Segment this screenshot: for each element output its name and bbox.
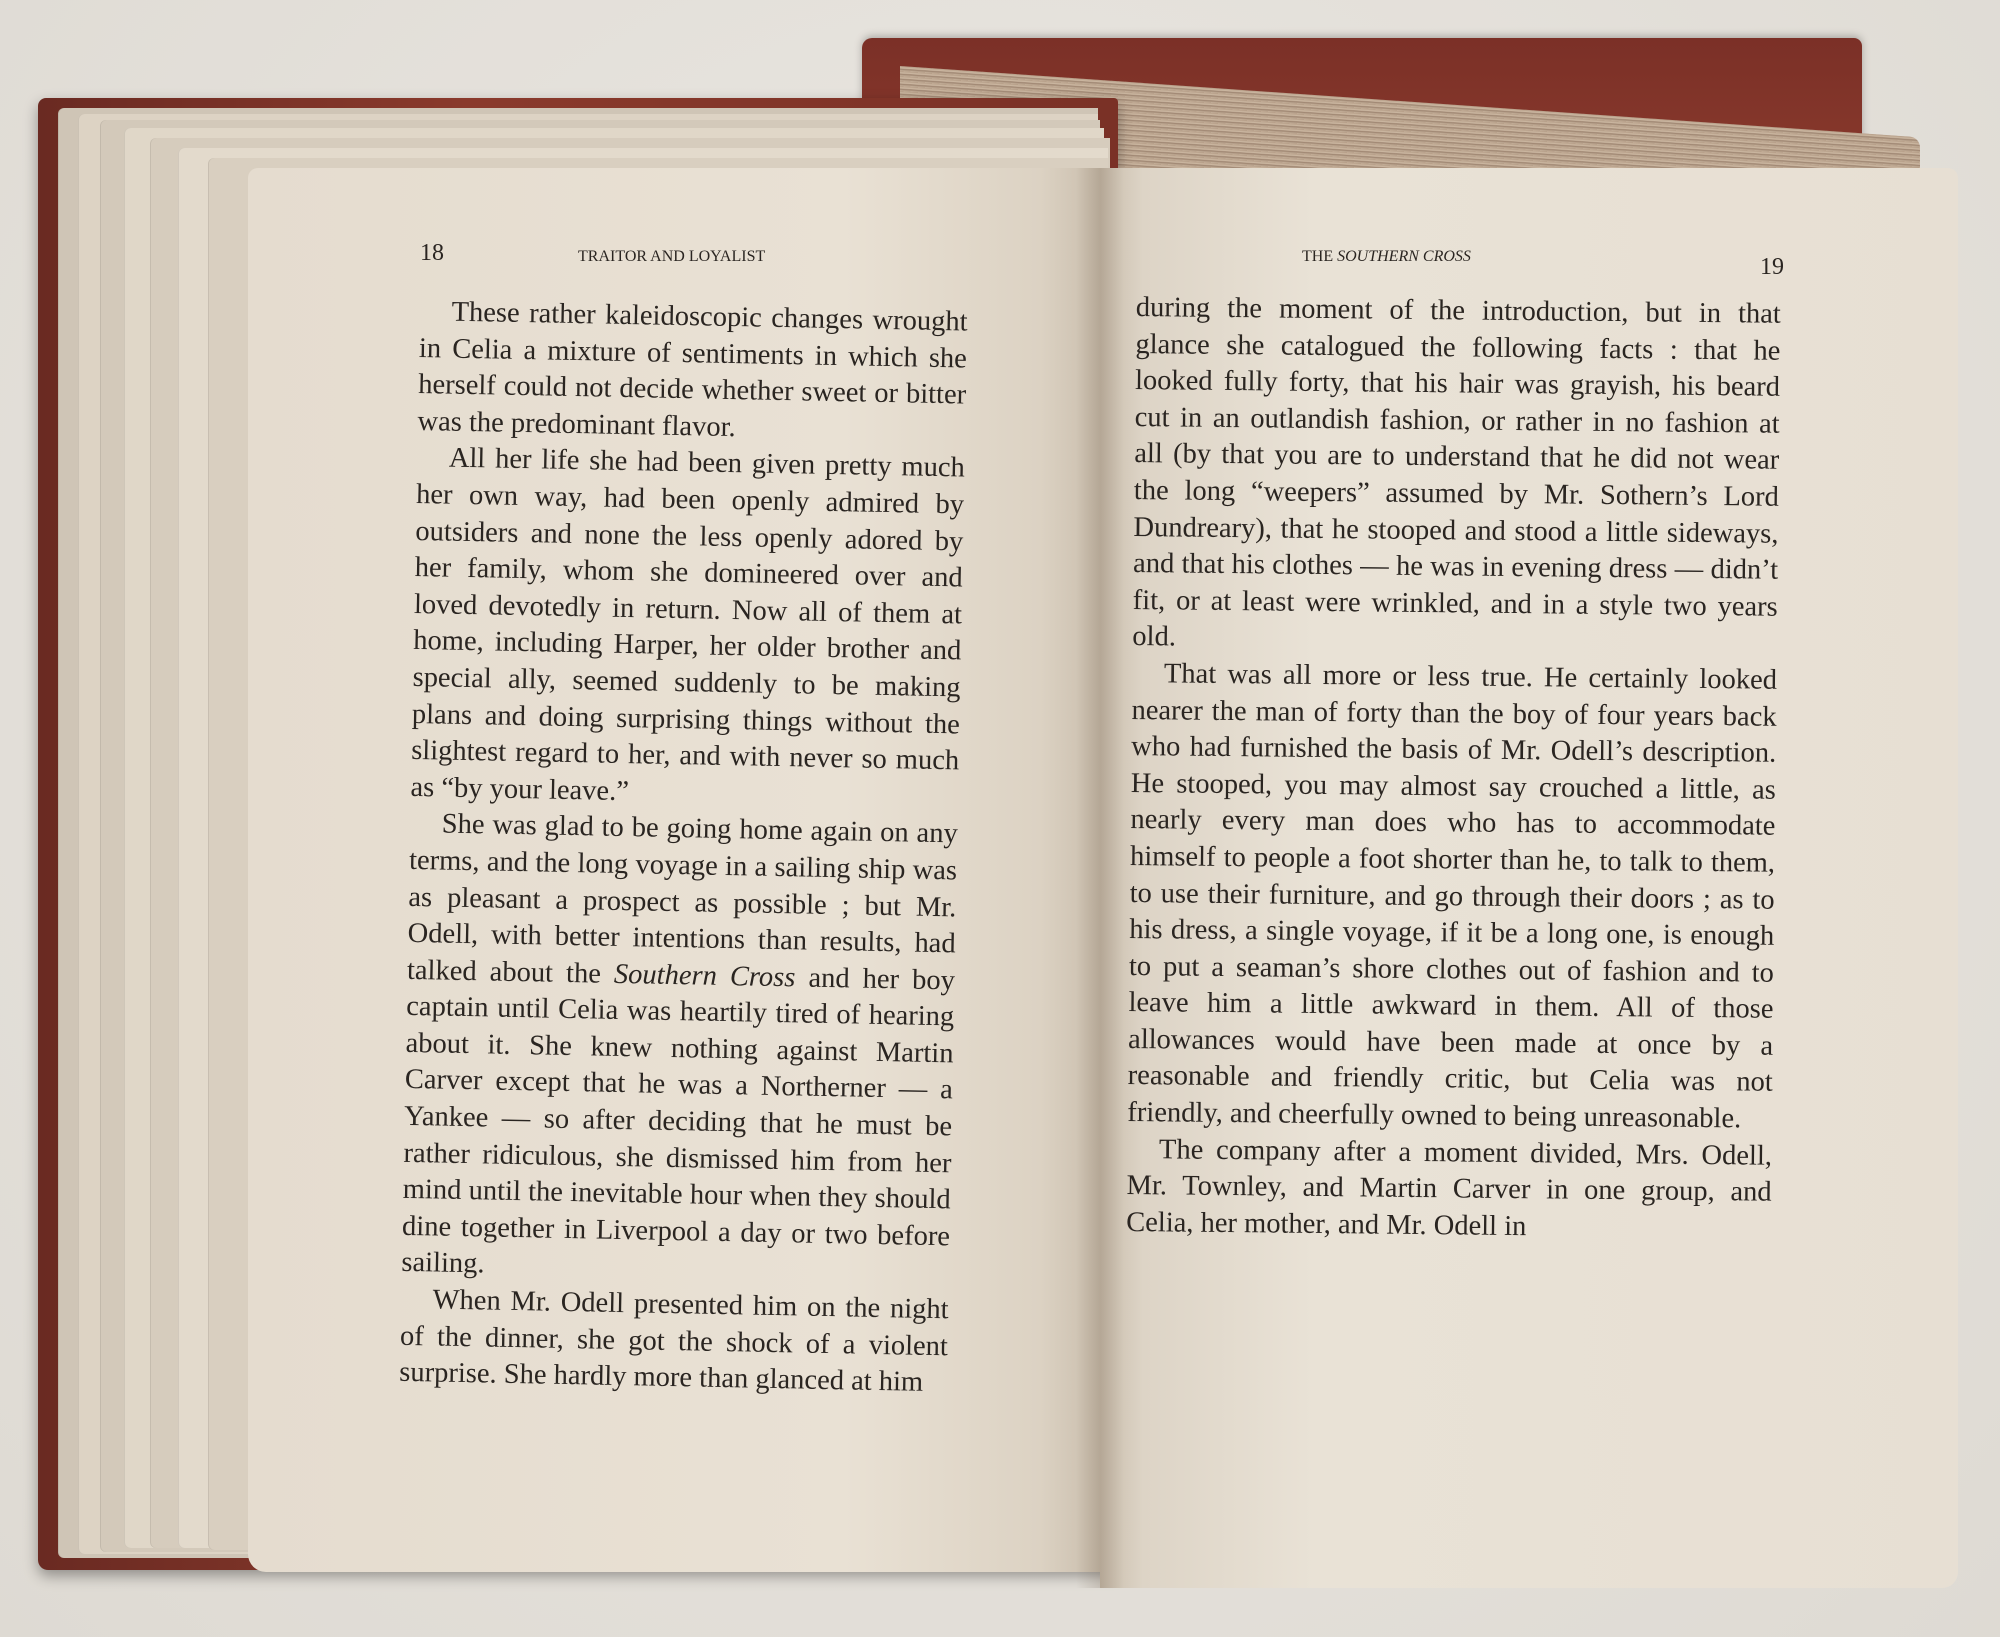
left-page: [248, 168, 1100, 1572]
paragraph: The company after a moment divided, Mrs. Odell, Mr. Townley, and Martin Carver in one group, and Celia, her mother, and Mr. Odell in: [1126, 1133, 1773, 1242]
body-text: [1126, 290, 1781, 1248]
right-page: [1100, 168, 1958, 1588]
paragraph-text: and her boy captain until Celia was heartily tired of hearing about it. She knew nothing against Martin Carver except that he was a Northerner — a Yankee — so after deciding that he must be rather ridiculous, she dismissed him from her mind until the inevitable hour when they should dine together in Liverpool a day or two before sailing.: [401, 962, 956, 1280]
paragraph: All her life she had been given pretty much her own way, had been openly admired by outsiders and none the less openly adored by her family, whom she domineered over and loved devotedly in return. Now all of them at home, including Harper, her older brother and special ally, seemed suddenly to be making plans and doing surprising things without the slightest regard to her, and with never so much as “by your leave.”: [410, 442, 966, 807]
paragraph: during the moment of the introduction, but in that glance she catalogued the following facts : that he looked fully forty, that his hair was grayish, his beard cut in an outlandish fashion, or rather in no fashion at all (by that you are to understand that he did not wear the long “weepers” assumed by Mr. Sothern’s Lord Dundreary), that he stooped and stood a little sideways, and that his clothes — he was in evening dress — didn’t fit, or at least were wrinkled, and in a style two years old.: [1132, 291, 1781, 653]
page-number: 18: [420, 240, 444, 266]
running-head-italic: SOUTHERN CROSS: [1337, 248, 1471, 265]
running-head: [1302, 248, 1471, 266]
body-text: [399, 294, 968, 1402]
running-head: TRAITOR AND LOYALIST: [578, 248, 766, 265]
running-head-prefix: THE: [1302, 248, 1338, 265]
paragraph: [401, 806, 958, 1292]
page-number: 19: [1760, 254, 1784, 280]
ship-name-italic: Southern Cross: [613, 958, 796, 994]
paragraph: These rather kaleidoscopic changes wrought in Celia a mixture of sentiments in which she herself could not decide whether sweet or bitter was the predominant flavor.: [417, 296, 968, 443]
paragraph-text: She was glad to be going home again on any terms, and the long voyage in a sailing ship was as pleasant a prospect as possible ; but Mr. Odell, with better intentions than results, had talked about the: [406, 808, 959, 990]
paragraph: That was all more or less true. He certainly looked nearer the man of forty than the boy of four years back who had furnished the basis of Mr. Odell’s description. He stooped, you may almost say crouched a little, as nearly every man does who has to accommodate himself to people a foot shorter than he, to talk to them, to use their furniture, and go through their doors ; as to his dress, a single voyage, if it be a long one, is enough to put a seaman’s shore clothes out of fashion and to leave him a little awkward in them. All of those allowances would have been made at once by a reasonable and friendly critic, but Celia was not friendly, and cheerfully owned to being unreasonable.: [1127, 658, 1778, 1135]
paragraph: When Mr. Odell presented him on the night of the dinner, she got the shock of a violent surprise. She hardly more than glanced at him: [398, 1284, 949, 1399]
